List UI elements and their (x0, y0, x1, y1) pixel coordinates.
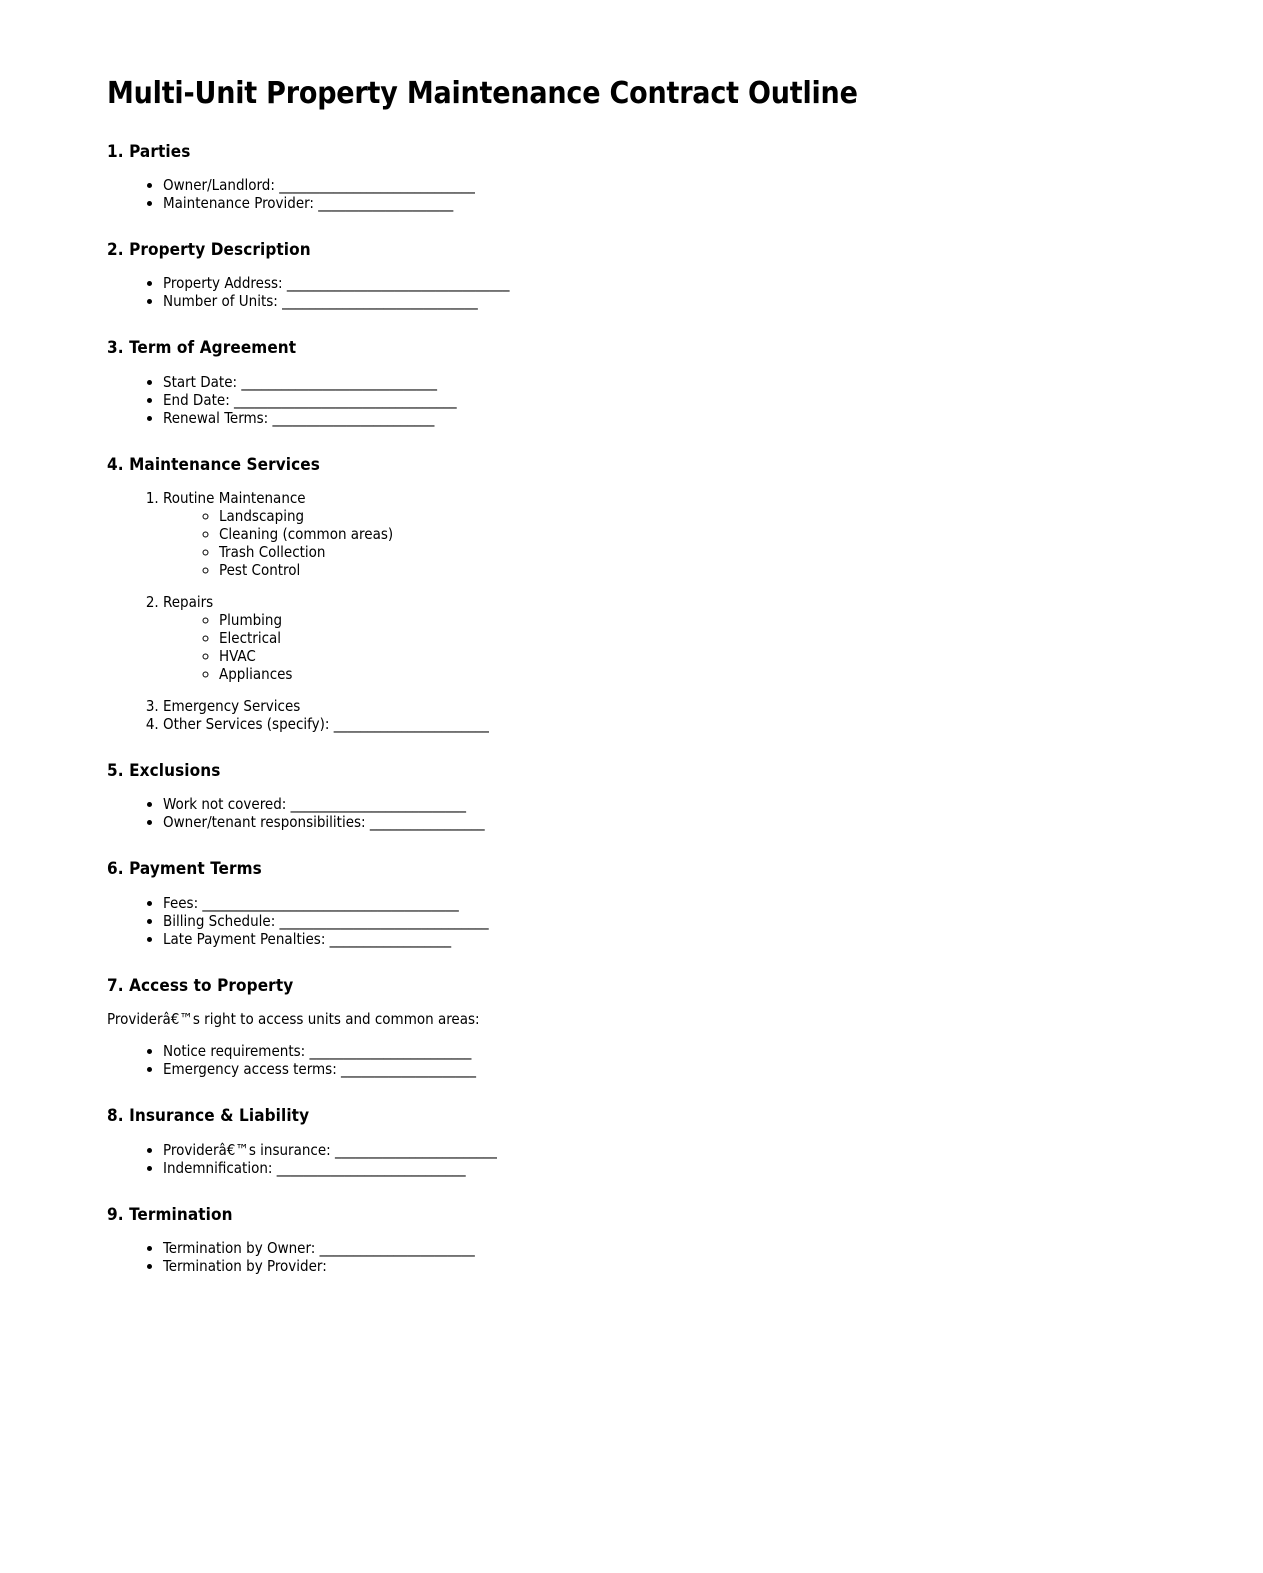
section-heading: 5. Exclusions (107, 761, 221, 782)
field-label: Providerâ€™s insurance: (163, 1140, 335, 1159)
bullet-list (107, 274, 1107, 310)
list-item: ◦ Appliances (219, 665, 1107, 683)
list-item (163, 795, 1107, 813)
fill-line[interactable]: ____________________ (318, 193, 454, 212)
list-item: ◦ Pest Control (219, 561, 1107, 579)
section-access-to-property (107, 976, 1107, 1078)
list-item (163, 813, 1107, 831)
list-item (163, 194, 1107, 212)
fill-line[interactable]: ________________________ (309, 1042, 472, 1061)
list-item (163, 1257, 1107, 1275)
section-termination (107, 1205, 1107, 1275)
bullet-list (107, 176, 1107, 212)
list-item: ◦ Landscaping (219, 507, 1107, 525)
fill-line[interactable]: __________________________ (290, 795, 467, 814)
field-label: Renewal Terms: (163, 408, 273, 427)
list-item (163, 912, 1107, 930)
list-item (163, 274, 1107, 292)
section-insurance-liability (107, 1106, 1107, 1176)
section-heading: 9. Termination (107, 1204, 233, 1225)
bullet-list (107, 373, 1107, 427)
fill-line[interactable]: ________________________ (272, 408, 435, 427)
section-heading: 2. Property Description (107, 239, 311, 260)
section-intro-text: Providerâ€™s right to access units and common areas: (107, 1010, 480, 1029)
section-property-description (107, 240, 1107, 310)
list-item (163, 489, 1107, 579)
sub-bullet-list (163, 507, 1107, 579)
section-heading: 6. Payment Terms (107, 859, 262, 880)
list-item: ◦ Cleaning (common areas) (219, 525, 1107, 543)
field-label: Termination by Owner: (163, 1239, 320, 1258)
field-label: Owner/tenant responsibilities: (163, 813, 370, 832)
bullet-list (107, 795, 1107, 831)
fill-line[interactable]: _________________________________ (234, 390, 457, 409)
section-parties (107, 142, 1107, 212)
fill-line[interactable]: _____________________________ (241, 372, 437, 391)
field-label: Late Payment Penalties: (163, 929, 330, 948)
fill-line[interactable]: _______________________________ (279, 911, 489, 930)
field-label: Other Services (specify): (163, 715, 334, 734)
list-item (163, 1141, 1107, 1159)
list-item (163, 176, 1107, 194)
fill-line[interactable]: ____________________________ (276, 1158, 466, 1177)
list-item (163, 373, 1107, 391)
fill-line[interactable]: _______________________ (319, 1239, 475, 1258)
field-label: Routine Maintenance (163, 489, 306, 508)
fill-line[interactable]: _________________________________ (286, 274, 510, 293)
section-heading: 4. Maintenance Services (107, 454, 320, 475)
fill-line[interactable]: _________________ (369, 813, 485, 832)
field-label: Owner/Landlord: (163, 175, 280, 194)
fill-line[interactable]: __________________ (329, 929, 452, 948)
field-label: Emergency Services (163, 697, 301, 716)
fill-line[interactable]: ______________________________________ (202, 893, 459, 912)
field-label: Number of Units: (163, 292, 283, 311)
field-label: Indemnification: (163, 1158, 277, 1177)
field-label: Termination by Provider: (163, 1257, 327, 1276)
fill-line[interactable]: ____________________ (341, 1060, 476, 1079)
list-item (163, 1159, 1107, 1177)
bullet-list (107, 1239, 1107, 1275)
section-maintenance-services (107, 455, 1107, 733)
list-item: ◦ Plumbing (219, 611, 1107, 629)
section-heading: 3. Term of Agreement (107, 338, 297, 359)
field-label: Fees: (163, 893, 203, 912)
bullet-list (107, 1042, 1107, 1078)
list-item (163, 894, 1107, 912)
list-item: ◦ Electrical (219, 629, 1107, 647)
field-label: Maintenance Provider: (163, 193, 319, 212)
field-label: Property Address: (163, 274, 287, 293)
list-item (163, 409, 1107, 427)
section-heading: 7. Access to Property (107, 975, 294, 996)
field-label: Emergency access terms: (163, 1060, 342, 1079)
list-item (163, 930, 1107, 948)
bullet-list (107, 1141, 1107, 1177)
list-item (163, 1239, 1107, 1257)
fill-line[interactable]: _______________________ (333, 715, 489, 734)
section-exclusions (107, 761, 1107, 831)
fill-line[interactable]: _____________________________ (279, 175, 475, 194)
list-item (163, 1042, 1107, 1060)
section-payment-terms (107, 859, 1107, 947)
section-heading: 8. Insurance & Liability (107, 1106, 310, 1127)
document-body (107, 77, 1107, 1275)
field-label: Work not covered: (163, 795, 291, 814)
list-item (163, 715, 1107, 733)
list-item (163, 292, 1107, 310)
list-item: ◦ HVAC (219, 647, 1107, 665)
list-item: ◦ Trash Collection (219, 543, 1107, 561)
page-title: Multi-Unit Property Maintenance Contract Outline (107, 76, 858, 111)
fill-line[interactable]: ________________________ (334, 1140, 497, 1159)
fill-line[interactable]: _____________________________ (282, 292, 478, 311)
field-label: Notice requirements: (163, 1042, 310, 1061)
bullet-list (107, 894, 1107, 948)
list-item (163, 697, 1107, 715)
field-label: Billing Schedule: (163, 911, 280, 930)
section-heading: 1. Parties (107, 141, 191, 162)
section-term-of-agreement (107, 338, 1107, 426)
sub-bullet-list (163, 611, 1107, 683)
list-item (163, 391, 1107, 409)
field-label: Repairs (163, 593, 214, 612)
list-item (163, 1060, 1107, 1078)
field-label: Start Date: (163, 372, 242, 391)
field-label: End Date: (163, 390, 235, 409)
numbered-list (107, 489, 1107, 733)
list-item (163, 593, 1107, 683)
